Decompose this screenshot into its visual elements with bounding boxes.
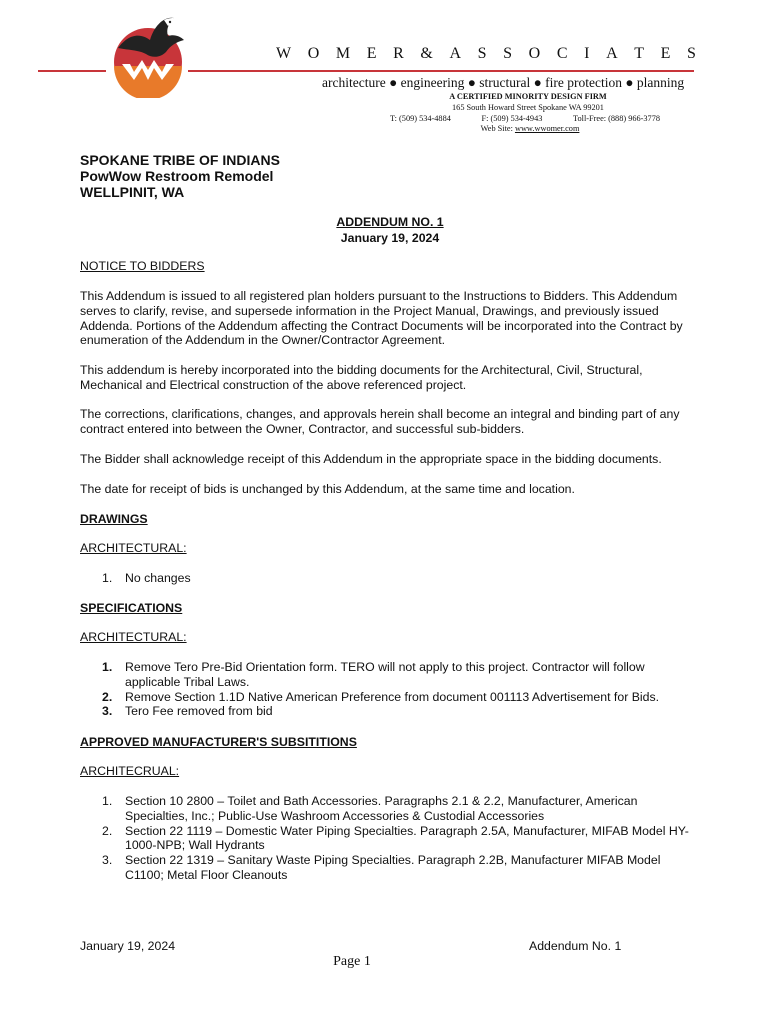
paragraph-binding: The corrections, clarifications, changes, and approvals herein shall become an integral and binding part of any contract entered into between the Owner, Contractor, and successful sub-bidders.	[80, 407, 680, 436]
drawings-architectural-label: ARCHITECTURAL:	[80, 541, 187, 555]
specifications-list	[102, 660, 702, 719]
paragraph-acknowledge: The Bidder shall acknowledge receipt of this Addendum in the appropriate space in the bidding documents.	[80, 452, 662, 466]
website-link[interactable]: www.wwomer.com	[514, 124, 580, 133]
list-item: 2. Remove Section 1.1D Native American Preference from document 001113 Advertisement for Bids.	[102, 689, 660, 704]
addendum-number: ADDENDUM NO. 1	[336, 215, 444, 229]
project-name: PowWow Restroom Remodel	[80, 168, 274, 184]
notice-heading: NOTICE TO BIDDERS	[80, 259, 205, 273]
eagle-logo-icon	[108, 14, 188, 98]
list-item: 1. Section 10 2800 – Toilet and Bath Accessories. Paragraphs 2.1 & 2.2, Manufacturer, American Specialties, Inc.; Public-Use Washroom Accessories & Custodial Accessories	[102, 794, 638, 823]
list-item: 1. No changes	[102, 571, 191, 585]
firm-address: 165 South Howard Street Spokane WA 99201	[452, 103, 604, 112]
substitutions-list	[102, 794, 702, 883]
drawings-list	[102, 571, 702, 586]
specifications-heading: SPECIFICATIONS	[80, 601, 183, 615]
paragraph-incorporation: This addendum is hereby incorporated into the bidding documents for the Architectural, Civil, Structural, Mechanical and Electrical construction of the above referenced project.	[80, 363, 643, 392]
project-location: WELLPINIT, WA	[80, 184, 185, 200]
list-item: 2. Section 22 1119 – Domestic Water Piping Specialties. Paragraph 2.5A, Manufacturer, MIFAB Model HY-1000-NPB; Wall Hydrants	[102, 823, 689, 853]
paragraph-intro: This Addendum is issued to all registered plan holders pursuant to the Instructions to Bidders. This Addendum serves to clarify, revise, and supersede information in the Project Manual, Drawings, and previously issued Addenda. Portions of the Addendum affecting the Contract Documents will be incorporated into the Contract by enumeration of the Addendum in the Owner/Contractor Agreement.	[80, 289, 683, 348]
footer-addendum-number: Addendum No. 1	[529, 939, 622, 953]
substitutions-architectural-label: ARCHITECRUAL:	[80, 764, 180, 778]
project-owner: SPOKANE TRIBE OF INDIANS	[80, 152, 280, 168]
list-item: 1. Remove Tero Pre-Bid Orientation form. TERO will not apply to this project. Contractor will follow applicable Tribal Laws.	[102, 660, 645, 689]
page-number: Page 1	[333, 954, 371, 969]
header-rule-left	[38, 70, 106, 72]
footer-date: January 19, 2024	[80, 939, 176, 953]
specifications-architectural-label: ARCHITECTURAL:	[80, 630, 187, 644]
substitutions-heading: APPROVED MANUFACTURER'S SUBSITITIONS	[80, 735, 357, 749]
firm-logo	[108, 14, 188, 98]
firm-disciplines: architecture ● engineering ● structural ● fire protection ● planning	[322, 75, 685, 90]
list-item: 3. Tero Fee removed from bid	[102, 704, 273, 719]
addendum-date: January 19, 2024	[340, 231, 440, 245]
firm-phones	[390, 114, 660, 123]
phone-number: T: (509) 534-4884	[390, 114, 451, 123]
certified-firm-note: A CERTIFIED MINORITY DESIGN FIRM	[449, 92, 607, 101]
firm-website: Web Site: www.wwomer.com	[480, 124, 580, 133]
fax-number: F: (509) 534-4943	[481, 114, 543, 123]
drawings-heading: DRAWINGS	[80, 512, 148, 526]
list-item: 3. Section 22 1319 – Sanitary Waste Piping Specialties. Paragraph 2.2B, Manufacturer MIFAB Model C1100; Metal Floor Cleanouts	[102, 853, 661, 882]
paragraph-bid-date: The date for receipt of bids is unchanged by this Addendum, at the same time and location.	[80, 482, 575, 496]
tollfree-number: Toll-Free: (888) 966-3778	[573, 114, 660, 123]
header-rule-right	[188, 70, 694, 72]
firm-name: W O M E R & A S S O C I A T E S	[276, 45, 696, 62]
